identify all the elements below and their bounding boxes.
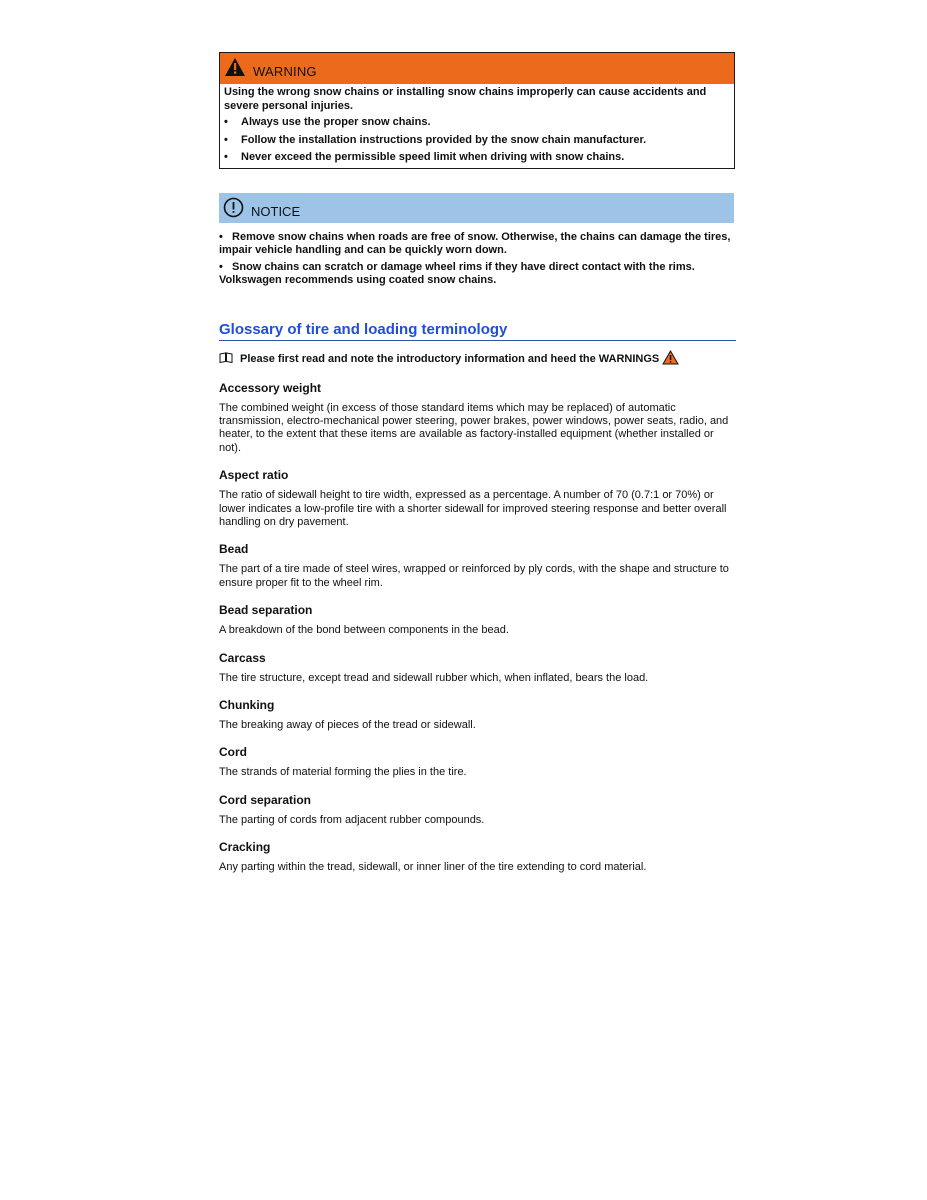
glossary-definition: A breakdown of the bond between components in the bead. (219, 624, 509, 637)
glossary-definition: The breaking away of pieces of the tread or sidewall. (219, 718, 476, 731)
warning-header (220, 53, 734, 84)
glossary-term: Accessory weight (219, 380, 322, 395)
glossary-definition: Any parting within the tread, sidewall, or inner liner of the tire extending to cord material. (219, 861, 647, 874)
glossary-definition: The strands of material forming the plies in the tire. (219, 766, 467, 779)
glossary-definition: The parting of cords from adjacent rubber compounds. (219, 813, 485, 826)
warnings-link[interactable]: Please first read and note the introductory information and heed the WARNINGS (240, 352, 660, 365)
warning-bullet: • Follow the installation instructions provided by the snow chain manufacturer. (224, 133, 647, 146)
notice-title: NOTICE (251, 203, 301, 219)
glossary-term: Carcass (219, 650, 266, 665)
glossary-term: Cord separation (219, 792, 312, 807)
warning-title: WARNING (253, 64, 317, 79)
warning-bullet: • Always use the proper snow chains. (224, 116, 431, 128)
manual-page (219, 52, 735, 875)
glossary-list (219, 381, 735, 875)
glossary-term: Bead separation (219, 603, 313, 618)
glossary-term: Bead (219, 542, 249, 557)
glossary-term: Aspect ratio (219, 468, 289, 483)
glossary-term: Cracking (219, 840, 271, 855)
glossary-definition: The combined weight (in excess of those standard items which may be replaced) of automatic transmission, electro-mechanical power steering, power brakes, power windows, power seats, radio, and heater, to the extent that these items are available as factory-installed equipment (whether installed or not). (219, 401, 729, 454)
warning-body (220, 84, 734, 168)
glossary-term: Chunking (219, 697, 275, 712)
notice-header (219, 193, 734, 223)
glossary-definition: The part of a tire made of steel wires, wrapped or reinforced by ply cords, with the shape and structure to ensure proper fit to the wheel rim. (219, 563, 729, 589)
glossary-heading: Glossary of tire and loading terminology (219, 321, 736, 341)
notice-item: • Snow chains can scratch or damage wheel rims if they have direct contact with the rims. Volkswagen recommends using coated snow chains. (219, 260, 695, 286)
notice-item: • Remove snow chains when roads are free of snow. Otherwise, the chains can damage the tires, impair vehicle handling and can be quickly worn down. (219, 230, 731, 256)
glossary-term: Cord (219, 745, 247, 760)
glossary-intro (219, 350, 735, 368)
warning-intro: Using the wrong snow chains or installing snow chains improperly can cause accidents and severe personal injuries. (224, 86, 707, 112)
notice-body (219, 231, 735, 287)
glossary-definition: The ratio of sidewall height to tire width, expressed as a percentage. A number of 70 (0.7:1 or 70%) or lower indicates a low-profile tire with a shorter sidewall for improved steering response and better overall handling on dry pavement. (219, 489, 727, 528)
notice-exclamation-icon (223, 197, 244, 223)
warning-small-triangle-icon (662, 350, 679, 368)
warning-triangle-icon (224, 57, 246, 82)
warning-bullet: • Never exceed the permissible speed limit when driving with snow chains. (224, 151, 625, 163)
warning-box (219, 52, 735, 169)
book-icon (219, 352, 240, 366)
glossary-definition: The tire structure, except tread and sidewall rubber which, when inflated, bears the load. (219, 671, 649, 684)
